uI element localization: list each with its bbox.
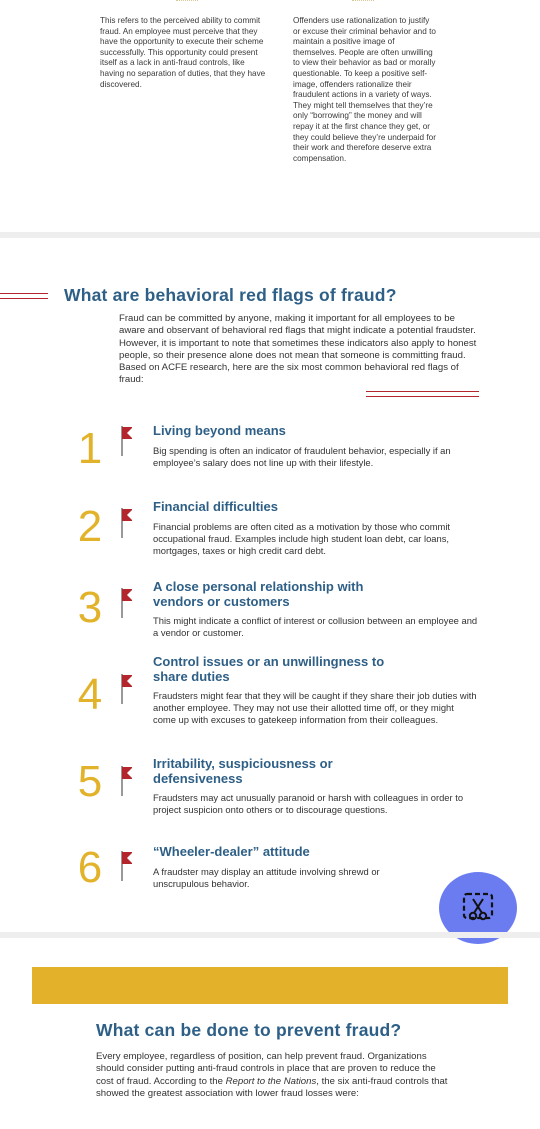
red-flag-icon xyxy=(120,674,138,704)
item-title: Living beyond means xyxy=(153,423,286,438)
item-body: Financial problems are often cited as a motivation by those who commit occupational fraud. Examples include high student loan debt, car loans, mortgages, taxes or high credit card debt. xyxy=(153,521,451,556)
red-flags-heading: What are behavioral red flags of fraud? xyxy=(64,285,397,305)
item-body: Fraudsters may act unusually paranoid or harsh with colleagues in order to project suspicion onto others or to discourage questions. xyxy=(153,792,464,815)
item-number: 6 xyxy=(77,843,103,892)
item-number: 3 xyxy=(77,583,103,632)
item-title: Irritability, suspiciousness or defensiveness xyxy=(153,756,333,786)
top-columns xyxy=(0,0,540,232)
rationalization-text: Offenders use rationalization to justify or excuse their criminal behavior and to maintain a positive image of themselves. People are often unwilling to view their behavior as bad or morally questionable. To keep a positive self-image, offenders rationalize their fraudulent actions in a variety of ways. They might tell themselves that they’re only “borrowing” the money and will repay it at the first chance they get, or they could believe they’re underpaid for their work and therefore deserve extra compensation. xyxy=(293,16,436,163)
prevent-intro-text-end: , the six anti-fraud controls that showed the greatest association with lower fraud losses were: xyxy=(96,1075,448,1099)
red-flag-icon xyxy=(120,508,138,538)
report-title: Report to the Nations xyxy=(225,1075,317,1087)
red-flags-intro: Fraud can be committed by anyone, making it important for all employees to be aware and observant of behavioral red flags that might indicate a potential fraudster. However, it is important to note that sometimes these indicators also apply to honest people, so their presence alone does not mean that someone is committing fraud. Based on ACFE research, here are the six most common behavioral red flags of fraud: xyxy=(119,313,477,386)
red-flag-icon xyxy=(120,766,138,796)
item-number: 5 xyxy=(77,757,103,806)
screenshot-scissors-icon xyxy=(461,891,495,925)
item-title: A close personal relationship with vendors or customers xyxy=(153,579,364,609)
red-flag-icon xyxy=(120,588,138,618)
item-title: Financial difficulties xyxy=(153,499,278,514)
heading-rule-left xyxy=(0,293,48,299)
decorative-dots xyxy=(352,0,374,5)
item-number: 1 xyxy=(77,424,103,473)
gold-banner xyxy=(32,967,508,1004)
heading-rule-right xyxy=(366,391,479,397)
prevent-intro xyxy=(96,1051,448,1100)
item-title: “Wheeler-dealer” attitude xyxy=(153,844,310,859)
decorative-dots xyxy=(176,0,198,5)
item-number: 4 xyxy=(77,670,103,719)
prevent-heading: What can be done to prevent fraud? xyxy=(96,1020,402,1040)
item-title: Control issues or an unwillingness to share duties xyxy=(153,654,385,684)
item-body: Big spending is often an indicator of fraudulent behavior, especially if an employee’s salary does not line up with their lifestyle. xyxy=(153,445,451,468)
item-number: 2 xyxy=(77,502,103,551)
section-divider xyxy=(0,932,540,938)
item-body: Fraudsters might fear that they will be caught if they share their job duties with another employee. They may not use their allotted time off, or they might come up with excuses to gatekeep information from their colleagues. xyxy=(153,690,477,725)
prevent-intro-text: Every employee, regardless of position, can help prevent fraud. Organizations should consider putting anti-fraud controls in place that are proven to reduce the cost of fraud. According to the xyxy=(96,1051,436,1087)
red-flag-icon xyxy=(120,426,138,456)
item-body: A fraudster may display an attitude involving shrewd or unscrupulous behavior. xyxy=(153,866,380,889)
red-flag-icon xyxy=(120,851,138,881)
opportunity-text: This refers to the perceived ability to commit fraud. An employee must perceive that they have the opportunity to execute their scheme successfully. This opportunity could present itself as a lack in anti-fraud controls, like having no separation of duties, that they have discovered. xyxy=(100,16,266,89)
item-body: This might indicate a conflict of interest or collusion between an employee and a vendor or customer. xyxy=(153,615,478,638)
section-divider xyxy=(0,232,540,238)
